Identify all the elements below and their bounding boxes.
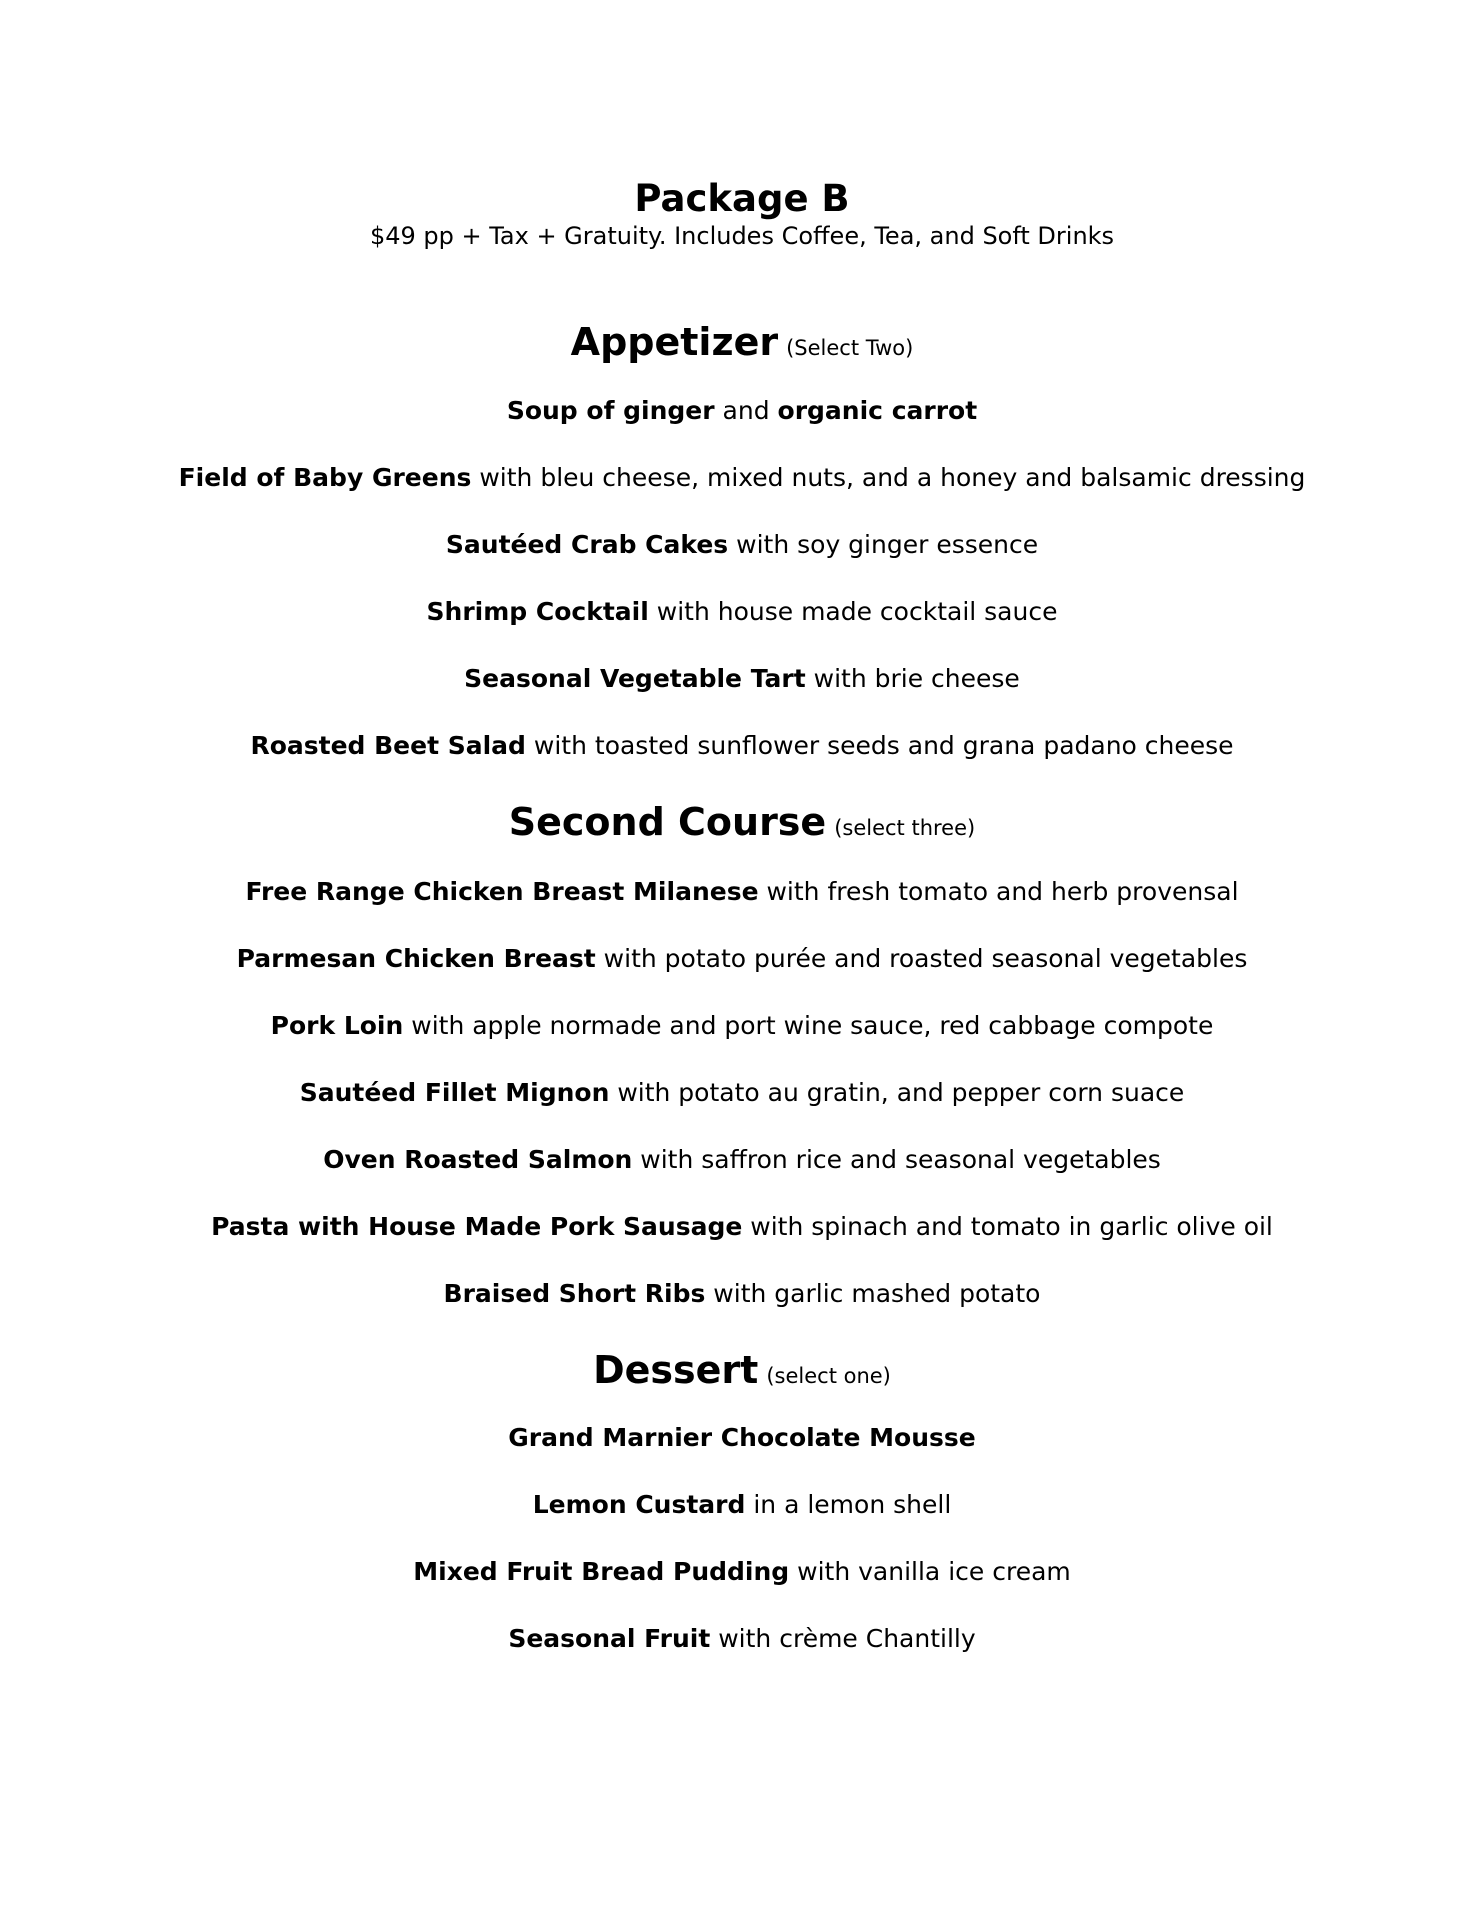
menu-item-name: Braised Short Ribs xyxy=(443,1279,706,1308)
dessert-heading xyxy=(0,1346,1484,1400)
menu-item-connector: and xyxy=(714,396,778,425)
menu-item-name: Lemon Custard xyxy=(532,1490,746,1519)
appetizer-item xyxy=(0,461,1484,495)
second-course-item xyxy=(0,1210,1484,1244)
menu-item-description: with spinach and tomato in garlic olive oil xyxy=(742,1212,1273,1241)
menu-item-name: Mixed Fruit Bread Pudding xyxy=(413,1557,790,1586)
menu-item-description: with brie cheese xyxy=(805,664,1020,693)
menu-item-name: Grand Marnier Chocolate Mousse xyxy=(508,1423,976,1452)
menu-item-name: Roasted Beet Salad xyxy=(250,731,526,760)
menu-item-name: Field of Baby Greens xyxy=(178,463,472,492)
menu-item-description: with bleu cheese, mixed nuts, and a honey and balsamic dressing xyxy=(471,463,1306,492)
menu-item-name: Pork Loin xyxy=(270,1011,404,1040)
second-course-item xyxy=(0,1009,1484,1043)
menu-item-name: Sautéed Crab Cakes xyxy=(445,530,729,559)
second-course-item xyxy=(0,1277,1484,1311)
menu-item-name: Parmesan Chicken Breast xyxy=(236,944,596,973)
price-subtitle: $49 pp + Tax + Gratuity. Includes Coffee, Tea, and Soft Drinks xyxy=(369,222,1115,250)
appetizer-item xyxy=(0,595,1484,629)
dessert-item xyxy=(0,1555,1484,1589)
dessert-item xyxy=(0,1488,1484,1522)
menu-item-description: with fresh tomato and herb provensal xyxy=(758,877,1239,906)
appetizer-item xyxy=(0,528,1484,562)
menu-item-description: in a lemon shell xyxy=(745,1490,952,1519)
second-course-item xyxy=(0,1143,1484,1177)
menu-item-description: with potato purée and roasted seasonal vegetables xyxy=(595,944,1248,973)
second-course-item xyxy=(0,942,1484,976)
second-course-heading-text: Second Course xyxy=(508,800,827,844)
second-course-heading xyxy=(0,798,1484,852)
appetizer-item xyxy=(0,394,1484,428)
appetizer-selection-note: (Select Two) xyxy=(786,336,914,360)
dessert-item xyxy=(0,1622,1484,1656)
menu-item-description: with potato au gratin, and pepper corn suace xyxy=(609,1078,1185,1107)
menu-item-name: Free Range Chicken Breast Milanese xyxy=(245,877,759,906)
dessert-item xyxy=(0,1421,1484,1455)
appetizer-item xyxy=(0,662,1484,696)
menu-item-name: Sautéed Fillet Mignon xyxy=(299,1078,610,1107)
menu-item-description: with garlic mashed potato xyxy=(705,1279,1041,1308)
menu-item-name: Oven Roasted Salmon xyxy=(323,1145,633,1174)
menu-item-name: organic carrot xyxy=(777,396,978,425)
menu-item-name: Soup of ginger xyxy=(506,396,715,425)
menu-item-name: Seasonal Vegetable Tart xyxy=(464,664,806,693)
menu-item-name: Seasonal Fruit xyxy=(508,1624,711,1653)
menu-item-name: Pasta with House Made Pork Sausage xyxy=(211,1212,743,1241)
second-course-item xyxy=(0,875,1484,909)
menu-item-name: Shrimp Cocktail xyxy=(426,597,649,626)
appetizer-item xyxy=(0,729,1484,763)
menu-item-description: with apple normade and port wine sauce, red cabbage compote xyxy=(403,1011,1214,1040)
appetizer-heading-text: Appetizer xyxy=(570,320,779,364)
menu-item-description: with toasted sunflower seeds and grana padano cheese xyxy=(525,731,1234,760)
menu-item-description: with house made cocktail sauce xyxy=(648,597,1058,626)
appetizer-heading xyxy=(0,318,1484,372)
second-course-item xyxy=(0,1076,1484,1110)
menu-item-description: with soy ginger essence xyxy=(728,530,1039,559)
menu-item-description: with saffron rice and seasonal vegetables xyxy=(632,1145,1161,1174)
dessert-heading-text: Dessert xyxy=(593,1348,759,1392)
second-course-selection-note: (select three) xyxy=(834,816,976,840)
page-title: Package B xyxy=(634,177,850,220)
menu-item-description: with vanilla ice cream xyxy=(789,1557,1071,1586)
menu-item-description: with crème Chantilly xyxy=(710,1624,976,1653)
dessert-selection-note: (select one) xyxy=(766,1364,891,1388)
